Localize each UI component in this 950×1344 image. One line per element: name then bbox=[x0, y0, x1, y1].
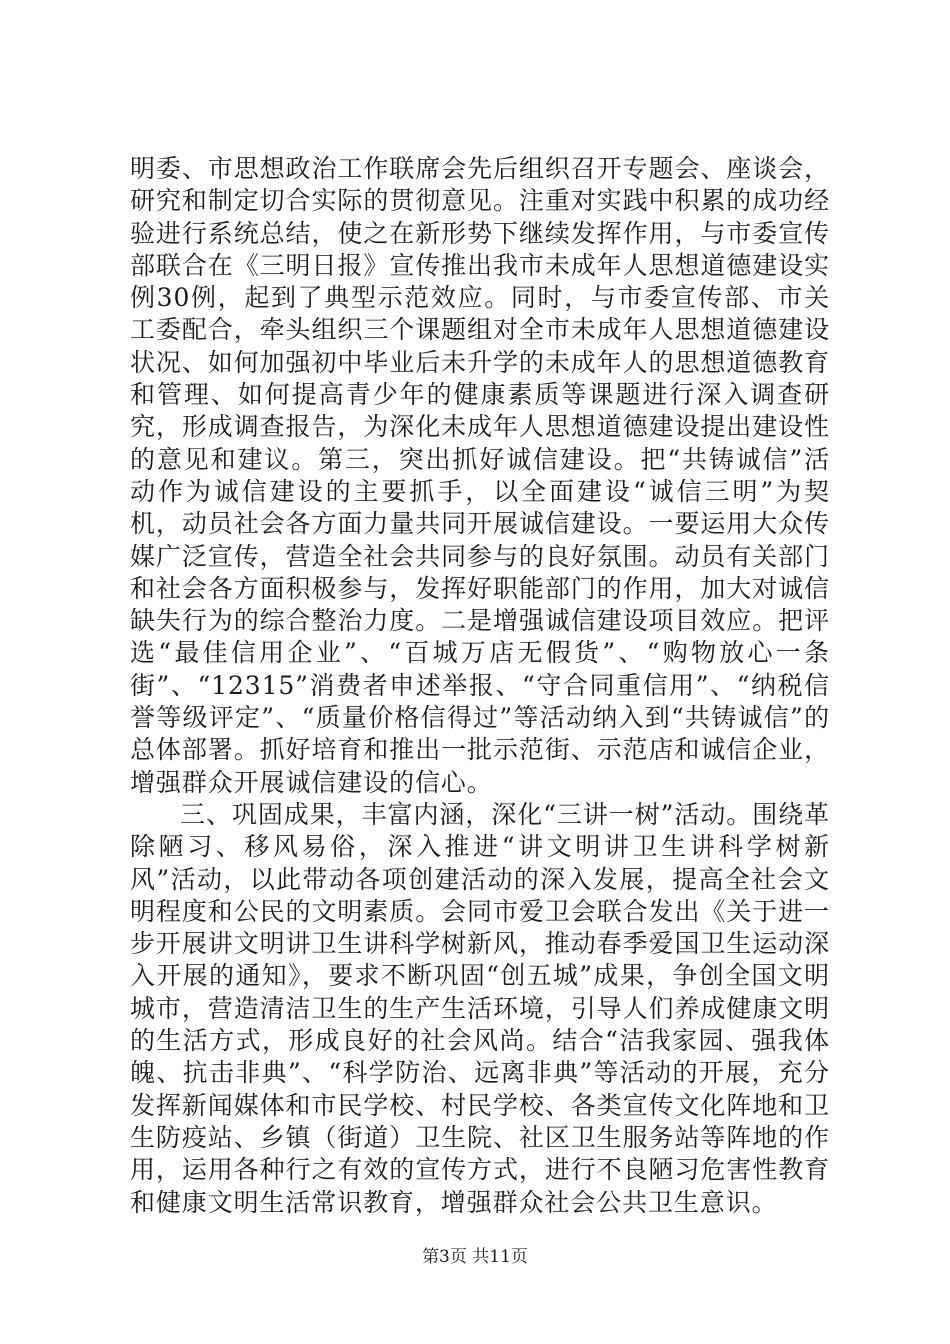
paragraph-2: 三、巩固成果，丰富内涵，深化“三讲一树”活动。围绕革除陋习、移风易俗，深入推进“讲文明讲卫生讲科学树新风”活动，以此带动各项创建活动的深入发展，提高全社会文明程度和公民的文明素质。会同市爱卫会联合发出《关于进一步开展讲文明讲卫生讲科学树新风，推动春季爱国卫生运动深入开展的通知》，要求不断巩固“创五城”成果，争创全国文明城市，营造清洁卫生的生产生活环境，引导人们养成健康文明的生活方式，形成良好的社会风尚。结合“洁我家园、强我体魄、抗击非典”、“科学防治、远离非典”等活动的开展，充分发挥新闻媒体和市民学校、村民学校、各类宣传文化阵地和卫生防疫站、乡镇（街道）卫生院、社区卫生服务站等阵地的作用，运用各种行之有效的宣传方式，进行不良陋习危害性教育和健康文明生活常识教育，增强群众社会公共卫生意识。 bbox=[130, 799, 830, 1217]
body-text bbox=[130, 153, 830, 1219]
page-footer: 第3页 共11页 bbox=[422, 1247, 528, 1267]
paragraph-1: 明委、市思想政治工作联席会先后组织召开专题会、座谈会，研究和制定切合实际的贯彻意见。注重对实践中积累的成功经验进行系统总结，使之在新形势下继续发挥作用，与市委宣传部联合在《三明日报》宣传推出我市未成年人思想道德建设实例30例，起到了典型示范效应。同时，与市委宣传部、市关工委配合，牵头组织三个课题组对全市未成年人思想道德建设状况、如何加强初中毕业后未升学的未成年人的思想道德教育和管理、如何提高青少年的健康素质等课题进行深入调查研究，形成调查报告，为深化未成年人思想道德建设提出建设性的意见和建议。第三，突出抓好诚信建设。把“共铸诚信”活动作为诚信建设的主要抓手，以全面建设“诚信三明”为契机，动员社会各方面力量共同开展诚信建设。一要运用大众传媒广泛宣传，营造全社会共同参与的良好氛围。动员有关部门和社会各方面积极参与，发挥好职能部门的作用，加大对诚信缺失行为的综合整治力度。二是增强诚信建设项目效应。把评选“最佳信用企业”、“百城万店无假货”、“购物放心一条街”、“12315”消费者申述举报、“守合同重信用”、“纳税信誉等级评定”、“质量价格信得过”等活动纳入到“共铸诚信”的总体部署。抓好培育和推出一批示范街、示范店和诚信企业，增强群众开展诚信建设的信心。 bbox=[130, 154, 830, 797]
